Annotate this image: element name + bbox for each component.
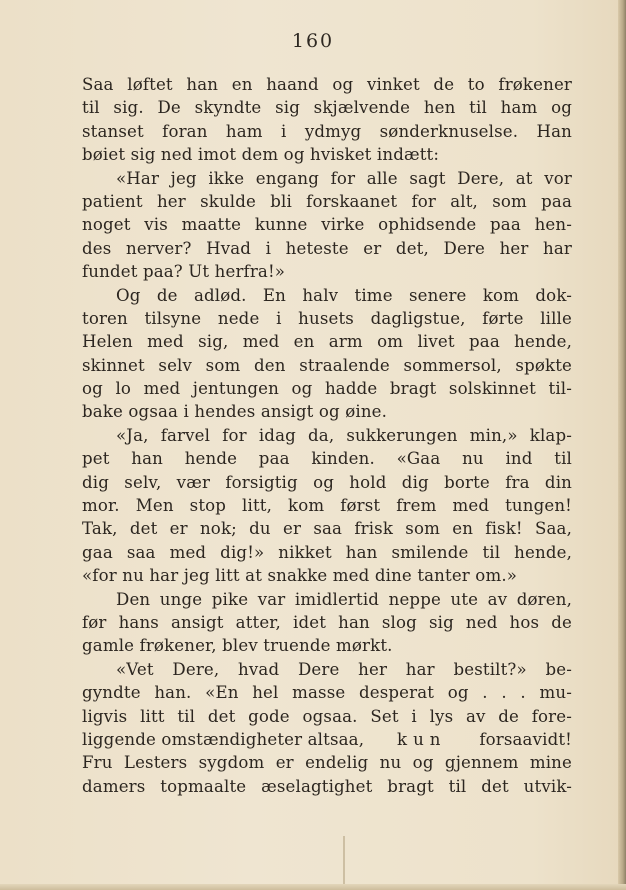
text-line: gamle frøkener, blev truende mørkt. [82,636,393,656]
text-line: gaa saa med dig!» nikket han smilende til hende, [82,542,572,562]
text-line: fundet paa? Ut herfra!» [82,262,286,282]
text-line: stanset foran ham i ydmyg sønderknuselse. Han [82,121,572,141]
page-bottom-edge [0,884,626,890]
text-line-part: forsaavidt! [479,729,572,749]
text-line: Fru Lesters sygdom er endelig nu og gjennem mine [82,753,572,773]
text-line: Saa løftet han en haand og vinket de to frøkener [82,75,572,94]
text-line: gyndte han. «En hel masse desperat og . . . mu- [82,683,572,703]
emphasized-word: kun [397,729,447,749]
text-line: mor. Men stop litt, kom først frem med tungen! [82,496,572,516]
text-line: Tak, det er nok; du er saa frisk som en fisk! Saa, [82,519,572,539]
text-line: noget vis maatte kunne virke ophidsende paa hen- [82,215,572,235]
text-line: des nerver? Hvad i heteste er det, Dere her har [82,238,572,258]
text-line: og lo med jentungen og hadde bragt solskinnet til- [82,379,572,399]
text-line: toren tilsyne nede i husets dagligstue, førte lille [82,308,572,328]
text-line: dig selv, vær forsigtig og hold dig borte fra din [82,472,572,492]
body-text [82,73,572,798]
text-line: før hans ansigt atter, idet han slog sig ned hos de [82,612,572,632]
page-crease [343,836,345,890]
text-line: «for nu har jeg litt at snakke med dine tanter om.» [82,566,518,586]
text-line: til sig. De skyndte sig skjælvende hen til ham og [82,98,572,118]
text-line: patient her skulde bli forskaanet for alt, som paa [82,191,572,211]
text-line: «Vet Dere, hvad Dere her har bestilt?» be- [116,659,572,679]
text-line [82,728,572,751]
text-line: «Ja, farvel for idag da, sukkerungen min,» klap- [116,425,572,445]
page-number: 160 [291,30,335,52]
text-line: Helen med sig, med en arm om livet paa hende, [82,332,572,352]
text-line: Den unge pike var imidlertid neppe ute av døren, [116,589,572,609]
text-line: pet han hende paa kinden. «Gaa nu ind til [82,449,572,469]
text-line: ligvis litt til det gode ogsaa. Set i lys av de fore- [82,706,572,726]
text-line: bake ogsaa i hendes ansigt og øine. [82,402,388,422]
text-line: damers topmaalte æselagtighet bragt til det utvik- [82,776,572,796]
text-line: Og de adlød. En halv time senere kom dok- [116,285,572,305]
text-line: skinnet selv som den straalende sommersol, spøkte [82,355,572,375]
page-edge [618,0,626,890]
text-line: «Har jeg ikke engang for alle sagt Dere, at vor [116,168,572,188]
text-line: bøiet sig ned imot dem og hvisket indætt: [82,145,440,165]
text-line-part: liggende omstændigheter altsaa, [82,729,365,749]
